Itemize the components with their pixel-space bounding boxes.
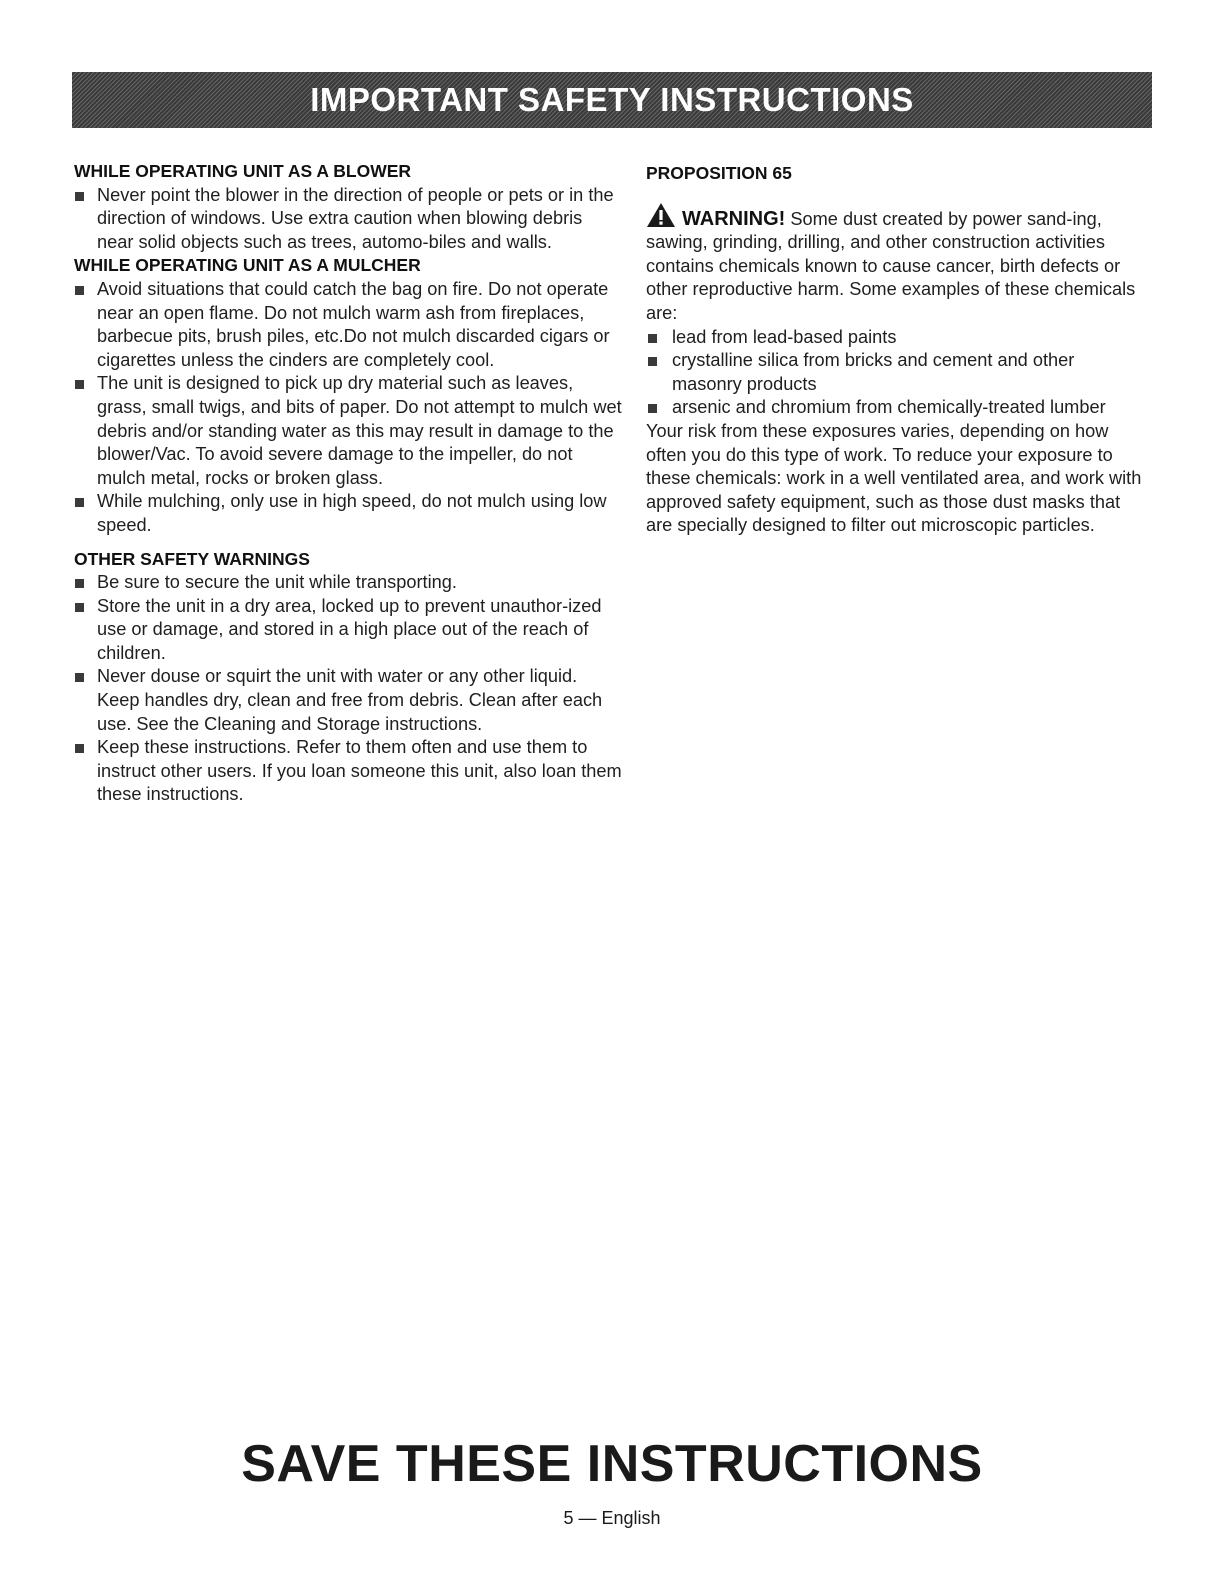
mulcher-list <box>74 278 622 538</box>
closing-paragraph: Your risk from these exposures varies, depending on how often you do this type of work. To reduce your exposure to these chemicals: work in a well ventilated area, and work with approved safety equipment, such as those dust masks that are specially designed to filter out microscopic particles. <box>646 420 1142 536</box>
blower-heading: WHILE OPERATING UNIT AS A BLOWER <box>74 161 412 181</box>
bullet-square-icon <box>75 380 84 389</box>
proposition-65-heading: PROPOSITION 65 <box>646 163 792 183</box>
list-item-text: Store the unit in a dry area, locked up to prevent unauthor-ized use or damage, and stored in a high place out of the reach of children. <box>97 595 602 663</box>
warning-text: Some dust created by power sand-ing, sawing, grinding, drilling, and other construction activities <box>646 208 1105 253</box>
blower-list <box>74 184 622 255</box>
list-item-text: Avoid situations that could catch the bag on fire. Do not operate near an open flame. Do not mulch warm ash from fireplaces, barbecue pits, brush piles, etc.Do not mulch discarded cigars or cigarettes unless the cinders are completely cool. <box>97 278 610 370</box>
bullet-square-icon <box>75 603 84 612</box>
list-item-text: Be sure to secure the unit while transporting. <box>97 572 457 593</box>
list-item <box>646 326 1146 350</box>
list-item-text: Never point the blower in the direction of people or pets or in the direction of windows. Use extra caution when blowing debris near solid objects such as trees, automo-biles and walls. <box>97 184 614 252</box>
bullet-square-icon <box>648 357 657 366</box>
chemicals-paragraph: contains chemicals known to cause cancer, birth defects or other reproductive harm. Some examples of these chemicals are: <box>646 255 1136 323</box>
list-item <box>74 184 622 255</box>
left-column <box>74 160 622 807</box>
warning-label: WARNING! <box>682 207 786 230</box>
list-item <box>74 595 622 666</box>
list-item-text: While mulching, only use in high speed, do not mulch using low speed. <box>97 491 607 535</box>
list-item-text: Keep these instructions. Refer to them often and use them to instruct other users. If you loan someone this unit, also loan them these instructions. <box>97 737 622 805</box>
bullet-square-icon <box>75 286 84 295</box>
banner-title: IMPORTANT SAFETY INSTRUCTIONS <box>310 81 914 118</box>
bullet-square-icon <box>75 579 84 588</box>
list-item <box>74 736 622 807</box>
list-item-text: arsenic and chromium from chemically-treated lumber <box>672 397 1106 418</box>
list-item <box>74 278 622 372</box>
bullet-square-icon <box>75 498 84 507</box>
list-item-text: Never douse or squirt the unit with water or any other liquid. Keep handles dry, clean and free from debris. Clean after each use. See the Cleaning and Storage instructions. <box>97 666 603 734</box>
warning-paragraph <box>646 202 1146 255</box>
bullet-square-icon <box>648 334 657 343</box>
page-footer: 5 — English <box>563 1508 661 1528</box>
list-item-text: lead from lead-based paints <box>672 326 897 347</box>
mulcher-heading: WHILE OPERATING UNIT AS A MULCHER <box>74 255 421 276</box>
list-item <box>646 349 1146 396</box>
right-column <box>646 160 1146 538</box>
title-banner <box>72 72 1152 128</box>
list-item-text: The unit is designed to pick up dry material such as leaves, grass, small twigs, and bits of paper. Do not attempt to mulch wet debris and/or standing water as this may result in damage to the blower/Vac. To avoid severe damage to the impeller, do not mulch metal, rocks or broken glass. <box>97 373 622 488</box>
bullet-square-icon <box>75 192 84 201</box>
list-item <box>74 665 622 736</box>
save-instructions-title: SAVE THESE INSTRUCTIONS <box>241 1435 983 1493</box>
list-item-text: crystalline silica from bricks and cement and other masonry products <box>672 350 1075 394</box>
other-warnings-list <box>74 571 622 807</box>
bullet-square-icon <box>75 673 84 682</box>
list-item <box>74 490 622 537</box>
other-warnings-heading: OTHER SAFETY WARNINGS <box>74 548 310 569</box>
warning-triangle-icon <box>646 202 676 228</box>
bullet-square-icon <box>648 404 657 413</box>
list-item <box>74 571 622 595</box>
list-item <box>646 396 1146 420</box>
bullet-square-icon <box>75 744 84 753</box>
list-item <box>74 372 622 490</box>
